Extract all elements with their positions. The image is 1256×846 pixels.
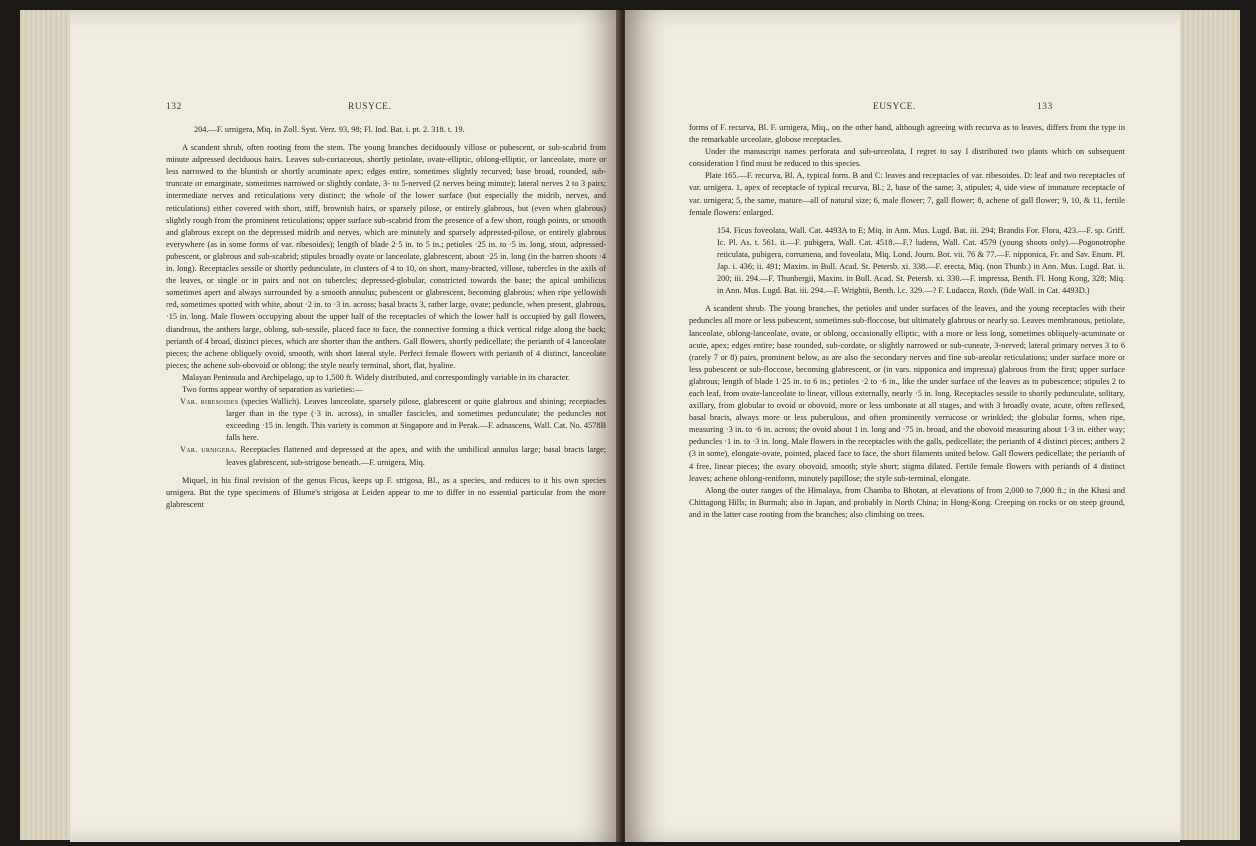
left-page [70, 10, 620, 842]
distribution: Along the outer ranges of the Himalaya, from Chamba to Bhotan, at elevations of from 2,000 to 7,000 ft.; in the Khasi and Chittagong Hills; in Burmah; also in Japan, and probably in North China; in Hong-Kong. Creeping on rocks or on steep ground, and in the latter case rooting from the branches; also climbing on trees. [689, 485, 1125, 519]
right-text-block [689, 122, 1125, 521]
varieties-intro: Two forms appear worthy of separation as varieties:— [182, 384, 363, 394]
variety-text: (species Wallich). Leaves lanceolate, sparsely pilose, glabrescent or quite glabrous and shining; receptacles larger than in the type (·3 in. across), in smaller fascicles, and sometimes pedunculate; the peduncles not exceeding ·15 in. length. This variety is common at Singapore and in Perak.—F. adnascens, Wall. Cat. No. 4578B falls here. [226, 397, 606, 443]
book-edge-left [20, 10, 75, 840]
left-text-block [166, 124, 606, 511]
page-number-left: 132 [166, 102, 182, 112]
variety-ribesoides [166, 396, 606, 444]
variety-text: Receptacles flattened and depressed at the apex, and with the umbilical annulus large; basal bracts large; leaves glabrescent, sub-strigose beneath.—F. urnigera, Miq. [226, 445, 606, 467]
right-page [625, 10, 1180, 842]
species-heading: 154. Ficus foveolata, Wall. Cat. 4493A to E; Miq. in Ann. Mus. Lugd. Bat. iii. 294; Brandis For. Flora, 423.—F. sp. Griff. Ic. Pl. As. t. 561. ii.—F. pubigera, Wall. Cat. 4518.—F.? ludens, Wall. Cat. 4579 (young shoots only).—Pogonotrophe reticulata, pubigera, corrumena, and foveolata, Miq. Lond. Journ. Bot. vii. 76 & 77.—F. nipponica, Fr. and Sav. Enum. Pl. Jap. i. 436; ii. 491; Maxim. in Bull. Acad. St. Petersb. xi. 338.—F. erecta, Miq. (non Thunb.) in Ann. Mus. Lugd. Bat. ii. 200; iii. 294.—F. Thunbergii, Maxim. in Bull. Acad. St. Petersb. xi. 330.—F. impressa, Benth. Fl. Hong Kong, 328; Miq. in Ann. Mus. Lugd. Bat. iii. 294.—F. Wrightii, Benth. l.c. 329.—? F. Ludacca, Roxb. (fide Wall. in Cat. 4493D.) [717, 225, 1125, 296]
species-reference: 204.—F. urnigera, Miq. in Zoll. Syst. Verz. 93, 98; Fl. Ind. Bat. i. pt. 2. 318. t. 19. [194, 125, 465, 134]
species-description: A scandent shrub, often rooting from the stem. The young branches deciduously villose or pubescent, or sub-scabrid from minute adpressed deciduous hairs. Leaves sub-coriaceous, shortly petiolate, ovate-elliptic, oblong-elliptic, or lanceolate, more or less narrowed to the bluntish or shortly acuminate apex; edges entire, sometimes slightly recurved; base broad, rounded, sub-truncate or emarginate, sometimes narrowed or slightly cordate, 3- to 5-nerved (2 nerves being minute); lateral nerves 2 to 3 pairs; intermediate nerves and reticulations very distinct; the whole of the lower surface (but especially the midrib, nerves, and reticulations) either covered with short, stiff, brownish hairs, or sparsely pilose, or entirely glabrous, but (even when glabrous) slightly rough from the prominent reticulations; upper surface sub-scabrid from the presence of a few short, rough points, or smooth and glabrous except on the depressed midrib and nerves, which are minutely and sparsely adpressed-pilose, or entirely glabrous everywhere (as in some forms of var. ribesoides); length of blade 2·5 in. to 5 in.; petioles ·25 in. to ·5 in. long, stout, adpressed-pubescent, or glabrous and sub-scabrid; stipules broadly ovate or lanceolate, glabrescent, about ·25 in. long (in the barren shoots ·4 in. long). Receptacles sessile or shortly pedunculate, in clusters of 4 to 10, on short, many-bracted, villose, tubercles in the axils of the leaves, or single or in pairs and not on tubercles; depressed-globular, constricted towards the base; the apical umbilicus sometimes apert and always surrounded by a smooth annulus; pubescent or glabrescent, becoming glabrous; when ripe yellowish red, sometimes spotted with white, about ·2 in. to ·3 in. across; basal bracts 3, rather large, ovate; peduncle, when present, glabrous, ·15 in. long. Male flowers occupying about the upper half of the receptacles of which the lower half is occupied by gall flowers, diandrous, the anthers large, oblong, sub-sessile, placed face to face, the connective forming a thick vertical ridge along the back; perianth of 4 broad, distinct pieces, which are shorter than the anthers. Gall flowers, shortly pedicellate; the perianth of 4 lanceolate pieces; the achene obliquely ovoid, smooth, with short lateral style. Perfect female flowers with perianth of 4 distinct, lanceolate pieces; the achene sub-obovoid or oblong; the style nearly terminal, short, flat, hyaline. [166, 143, 606, 370]
closing-paragraph: Miquel, in his final revision of the genus Ficus, keeps up F. strigosa, Bl., as a species, and reduces to it his own species urnigera. But the type specimens of Blume's strigosa at Leiden appear to me to differ in no essential particular from the more glabrescent [166, 475, 606, 509]
manuscript-note: Under the manuscript names perforata and sub-urceolata, I regret to say I distributed two plants which on subsequent consideration I find must be reduced to this species. [689, 147, 1125, 169]
running-header-right: EUSYCE. [873, 102, 916, 112]
variety-name: Var. ribesoides [180, 397, 239, 407]
running-header-left: RUSYCE. [348, 102, 392, 112]
variety-urnigera [166, 444, 606, 468]
continued-paragraph: forms of F. recurva, Bl. F. urnigera, Miq., on the other hand, although agreeing with recurva as to leaves, differs from the type in the remarkable urceolate, globose receptacles. [689, 123, 1125, 145]
variety-name: Var. urnigera. [180, 445, 238, 455]
species-description: A scandent shrub. The young branches, the petioles and under surfaces of the leaves, and the young receptacles with their peduncles all more or less pubescent, sometimes sub-floccose, but ultimately glabrous or nearly so. Leaves membranous, petiolate, lanceolate, oblong-lanceolate, ovate, or oblong, occasionally elliptic, with a more or less long, sometimes obliquely-acuminate or acute, apex; edges entire; base rounded, sub-cordate, or slightly narrowed or sub-cuneate, 3-nerved; lateral primary nerves 3 to 6 (rarely 7 or 8) pairs, prominent below, as are also the secondary nerves and fine sub-areolar reticulations; under surface more or less pubescent or sub-floccose, becoming glabrescent, or (in vars. nipponica and impressa) glabrous from the first; upper surface glabrous; length of blade 1·25 in. to 6 in.; petioles ·2 to ·6 in., like the under surface of the leaves as to pubescence; stipules 2 to each leaf, from ovate-lanceolate to linear, villous externally, nearly ·5 in. long. Receptacles sessile to shortly pedunculate, solitary, axillary, from globular to ovoid or obovoid, more or less umbonate at all stages, and with 3 broadly ovate, acute, often reflexed, basal bracts, always more or less puberulous, and often prominently verrucose or wrinkled; the globular forms, when ripe, measuring ·3 in. to ·6 in. across; the ovoid about 1 in. long and ·75 in. broad, and the obovoid measuring about 1·3 in. either way; peduncles ·1 in. to ·3 in. long. Male flowers in the receptacles with the galls, pedicellate; the perianth of 4 distinct pieces; anthers 2 (3 in some), elongate-ovate, pointed, placed face to face, the short filaments united below. Gall flowers pedicellate; the perianth of 4 free, linear pieces; the ovary obovoid, smooth; style short; stigma dilated. Fertile female flowers with perianth of 4 distinct leaves; achene oblong-reniform, minutely papillose; the style sub-terminal, elongate. [689, 304, 1125, 483]
distribution: Malayan Peninsula and Archipelago, up to 1,500 ft. Widely distributed, and correspondingly variable in its character. [182, 372, 570, 382]
page-number-right: 133 [1037, 102, 1053, 112]
plate-caption: Plate 165.—F. recurva, Bl. A, typical form. B and C: leaves and receptacles of var. ribesoides. D: leaf and two receptacles of var. urnigera. 1, apex of receptacle of typical recurva, Bl.; 2, base of the same; 3, stipules; 4, side view of immature receptacle of var. urnigera; 5, the same, mature—all of natural size; 6, male flower; 7, gall flower; 8, achene of gall flower; 9, 10, & 11, fertile female flowers: enlarged. [689, 171, 1125, 217]
